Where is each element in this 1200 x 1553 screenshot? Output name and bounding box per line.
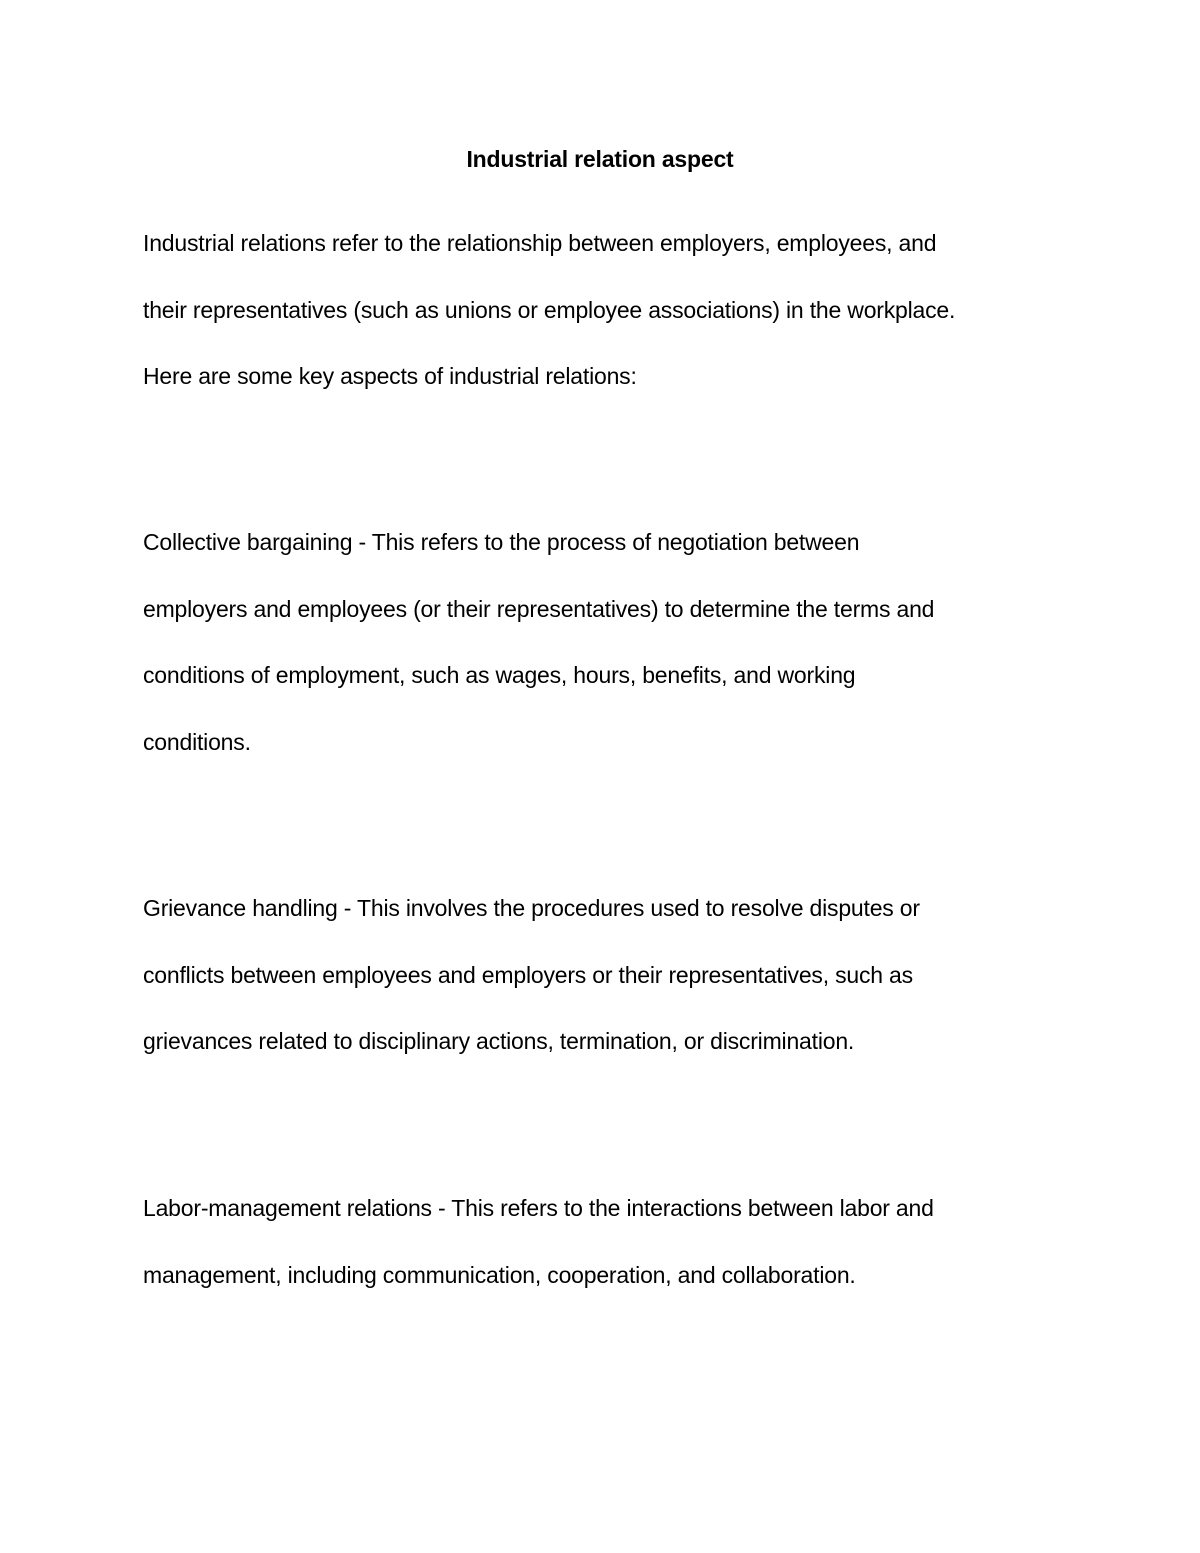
paragraph-line: conditions. <box>143 729 251 756</box>
paragraph-line: Labor-management relations - This refers to the interactions between labor and <box>143 1195 934 1221</box>
paragraph-line: Here are some key aspects of industrial relations: <box>143 363 637 390</box>
paragraph-line: Industrial relations refer to the relationship between employers, employees, and <box>143 230 937 256</box>
grievance-handling-paragraph <box>143 875 1073 1075</box>
paragraph-line: Grievance handling - This involves the procedures used to resolve disputes or <box>143 895 920 921</box>
intro-paragraph <box>143 210 1073 410</box>
paragraph-line: employers and employees (or their representatives) to determine the terms and <box>143 595 935 622</box>
paragraph-line: management, including communication, cooperation, and collaboration. <box>143 1261 856 1288</box>
paragraph-line: grievances related to disciplinary actions, termination, or discrimination. <box>143 1028 855 1055</box>
paragraph-line: Collective bargaining - This refers to the process of negotiation between <box>143 529 860 555</box>
labor-management-paragraph <box>143 1175 1073 1308</box>
document-title: Industrial relation aspect <box>466 146 734 172</box>
paragraph-line: their representatives (such as unions or employee associations) in the workplace. <box>143 296 956 323</box>
collective-bargaining-paragraph <box>143 509 1073 776</box>
paragraph-line: conflicts between employees and employers or their representatives, such as <box>143 961 913 988</box>
paragraph-line: conditions of employment, such as wages, hours, benefits, and working <box>143 662 856 689</box>
